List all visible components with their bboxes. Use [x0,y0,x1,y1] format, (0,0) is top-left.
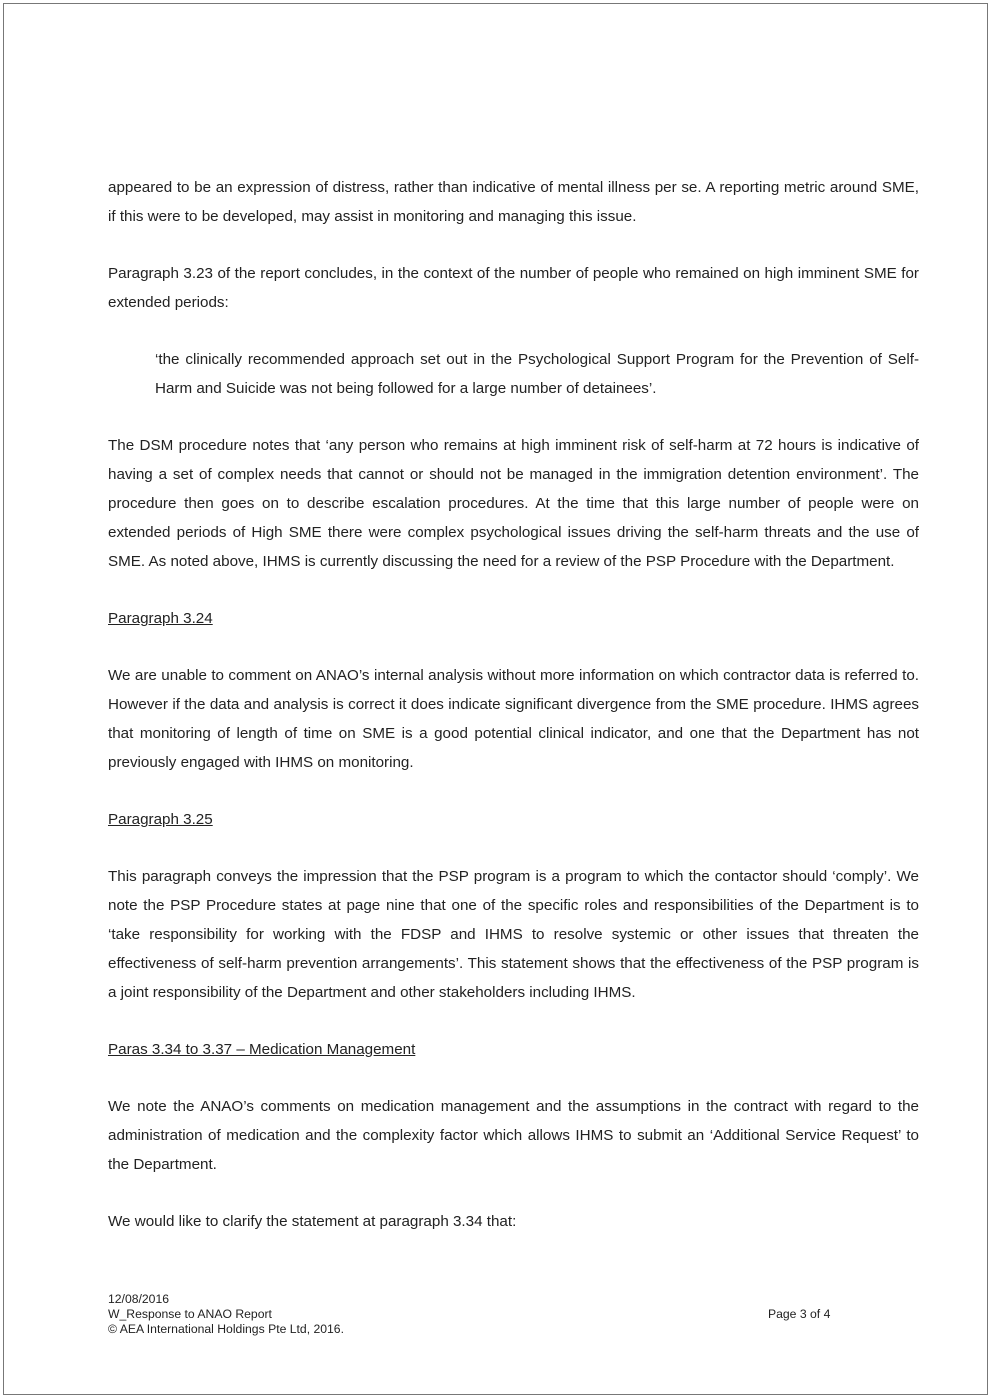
block-quote: ‘the clinically recommended approach set out in the Psychological Support Program for the Prevention of Self-Harm and Suicide was not being followed for a large number of detainees’. [155,351,919,397]
body-paragraph-7: We would like to clarify the statement at paragraph 3.34 that: [108,1213,517,1230]
section-heading-3-24: Paragraph 3.24 [108,610,213,627]
body-paragraph-5: This paragraph conveys the impression that the PSP program is a program to which the contactor should ‘comply’. We note the PSP Procedure states at page nine that one of the specific roles and responsibilities of the Department is to ‘take responsibility for working with the FDSP and IHMS to resolve systemic or other issues that threaten the effectiveness of self-harm prevention arrangements’. This statement shows that the effectiveness of the PSP program is a joint responsibility of the Department and other stakeholders including IHMS. [108,868,919,1001]
body-paragraph-6: We note the ANAO’s comments on medication management and the assumptions in the contract with regard to the administration of medication and the complexity factor which allows IHMS to submit an ‘Additional Service Request’ to the Department. [108,1098,919,1173]
body-paragraph-3: The DSM procedure notes that ‘any person who remains at high imminent risk of self-harm at 72 hours is indicative of having a set of complex needs that cannot or should not be managed in the immigration detention environment’. The procedure then goes on to describe escalation procedures. At the time that this large number of people were on extended periods of High SME there were complex psychological issues driving the self-harm threats and the use of SME. As noted above, IHMS is currently discussing the need for a review of the PSP Procedure with the Department. [108,437,919,570]
body-paragraph-2: Paragraph 3.23 of the report concludes, in the context of the number of people who remained on high imminent SME for extended periods: [108,265,919,311]
section-heading-3-25: Paragraph 3.25 [108,811,213,828]
body-paragraph-1: appeared to be an expression of distress, rather than indicative of mental illness per se. A reporting metric around SME, if this were to be developed, may assist in monitoring and managing this issue. [108,179,919,225]
document-body [108,173,919,1236]
footer-date: 12/08/2016 [108,1292,169,1306]
footer-page-number: Page 3 of 4 [768,1307,831,1321]
footer-document-name: W_Response to ANAO Report [108,1307,272,1321]
footer-left [108,1292,344,1337]
body-paragraph-4: We are unable to comment on ANAO’s internal analysis without more information on which contractor data is referred to. However if the data and analysis is correct it does indicate significant divergence from the SME procedure. IHMS agrees that monitoring of length of time on SME is a good potential clinical indicator, and one that the Department has not previously engaged with IHMS on monitoring. [108,667,919,771]
section-heading-medication: Paras 3.34 to 3.37 – Medication Management [108,1041,416,1058]
footer-copyright: © AEA International Holdings Pte Ltd, 2016. [108,1322,344,1336]
